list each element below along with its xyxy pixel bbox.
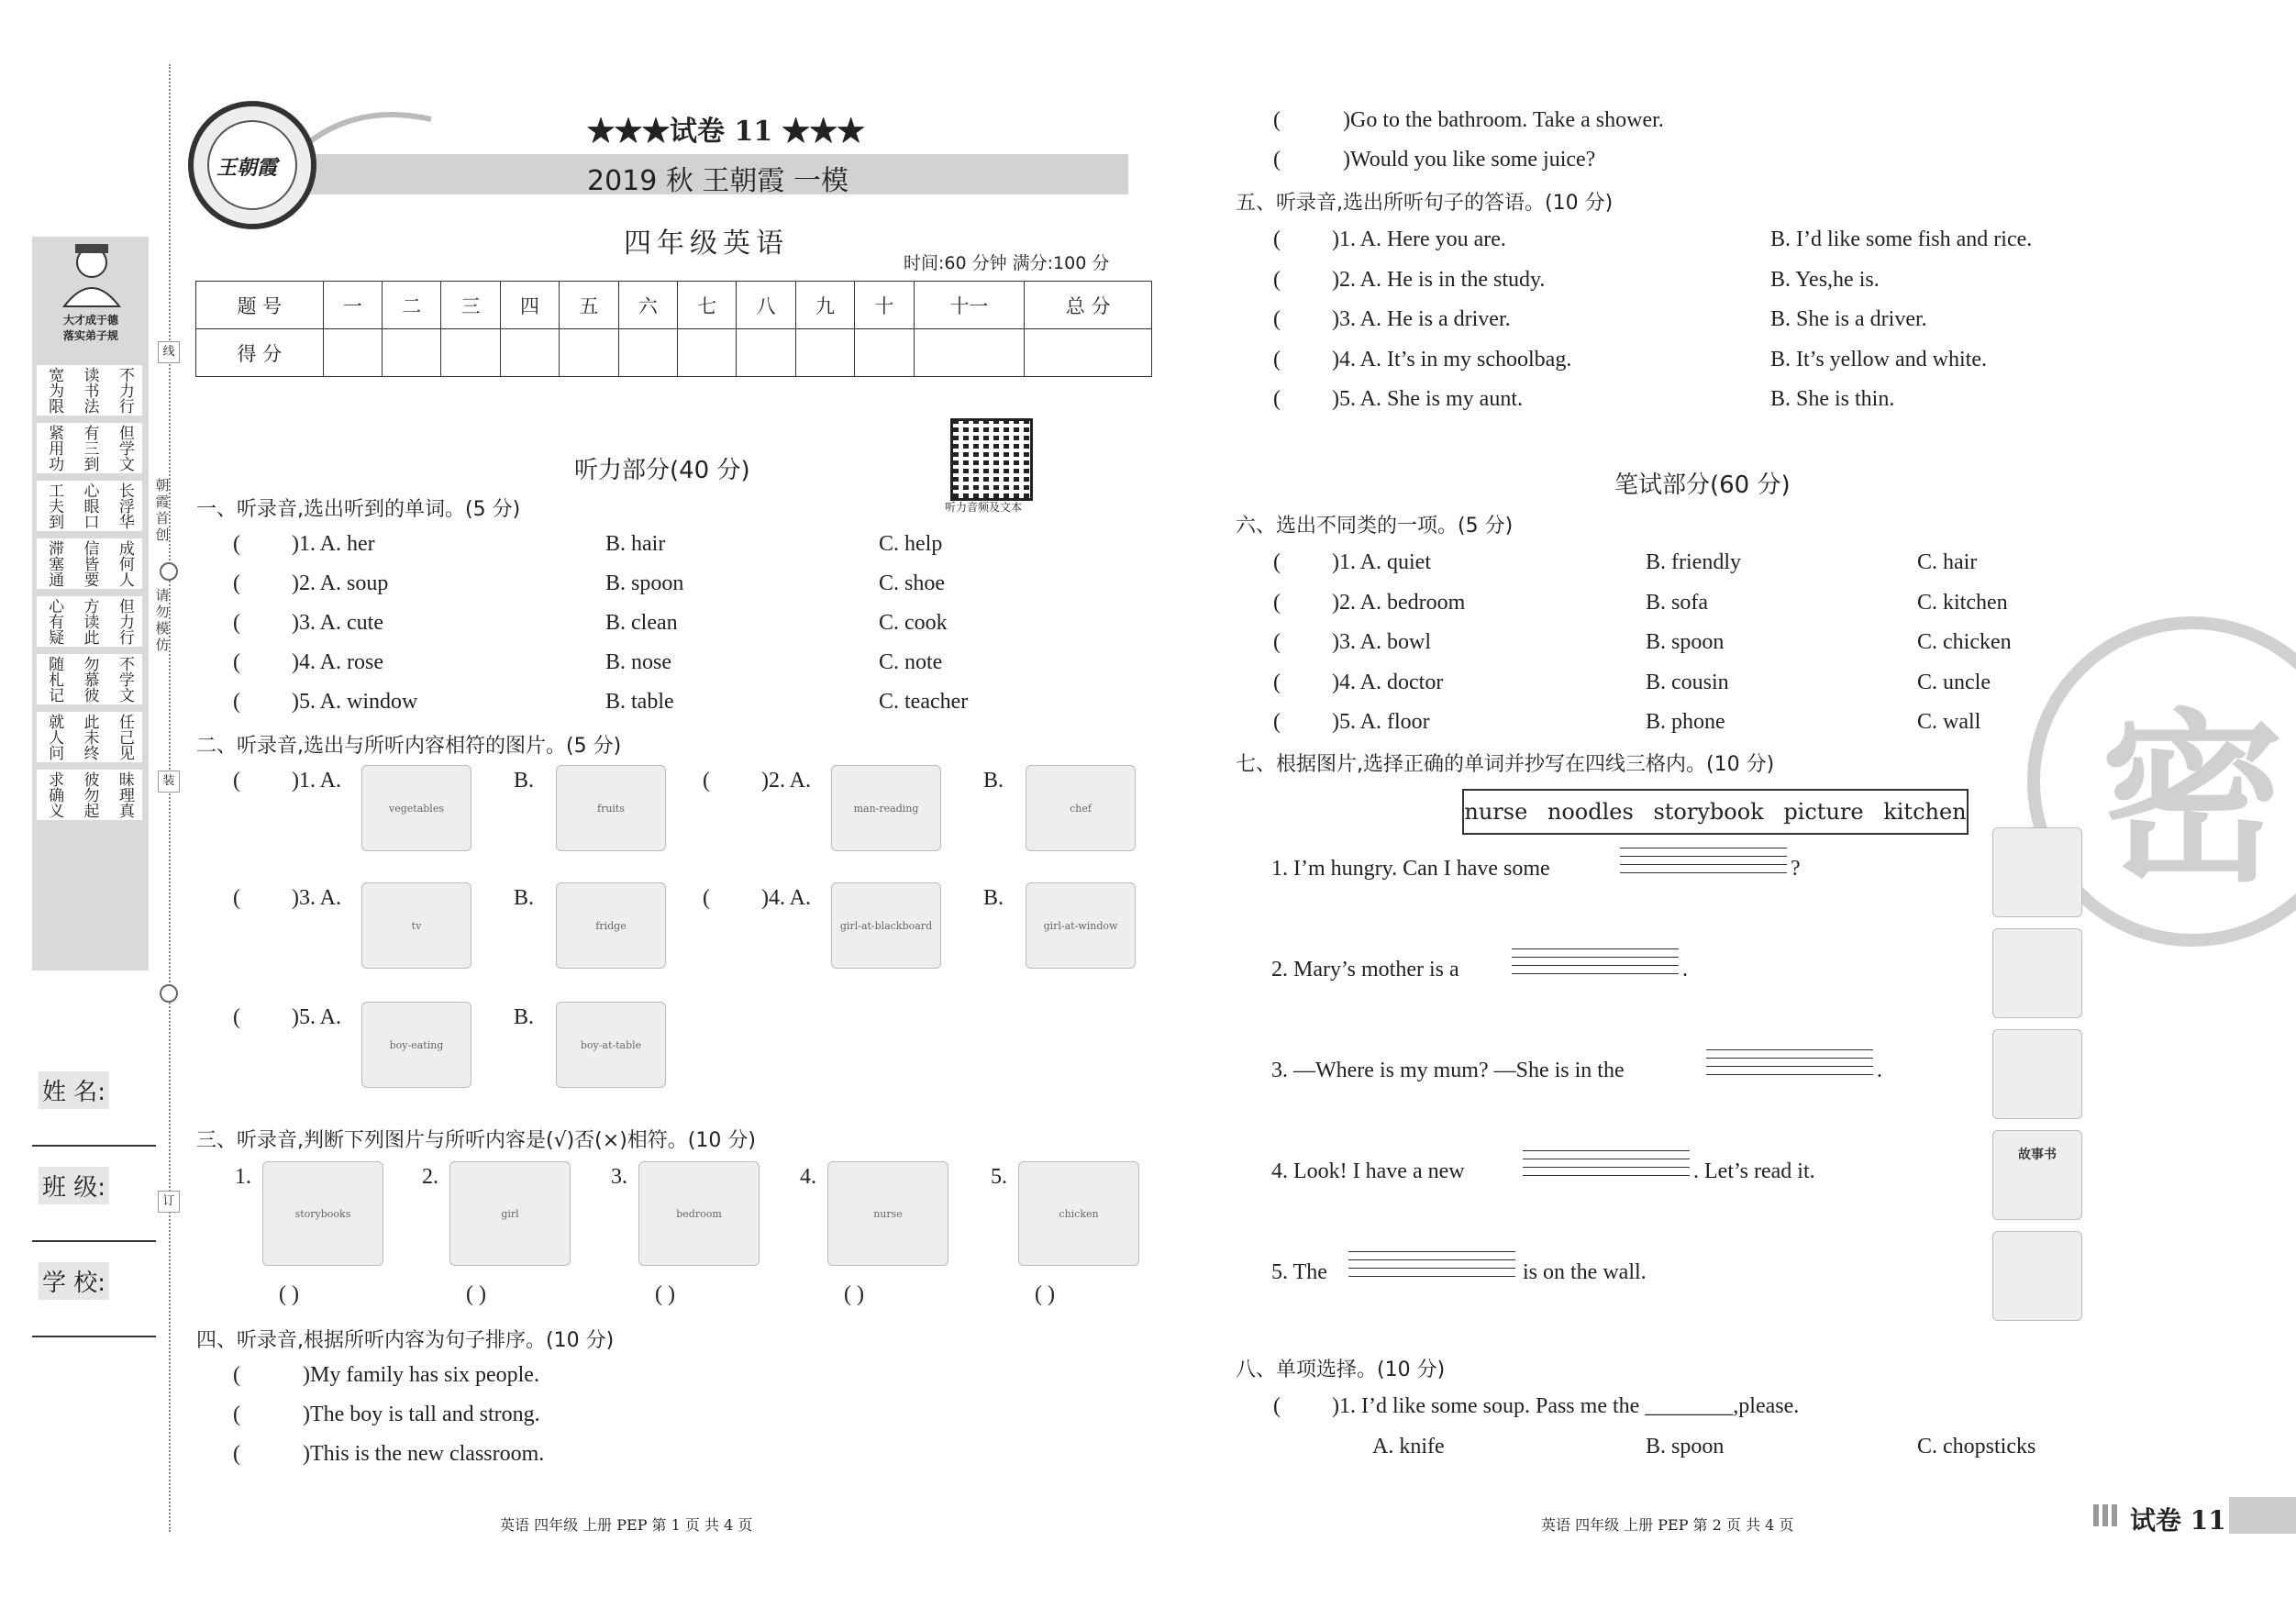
question-option-b: B. hair — [605, 532, 666, 556]
question-option-c: C. shoe — [879, 571, 945, 595]
answer-paren[interactable]: ( — [1273, 227, 1281, 251]
time-info: 时间:60 分钟 满分:100 分 — [904, 253, 1110, 273]
question-option-c: C. note — [879, 650, 943, 674]
fill-question-text: 5. The — [1271, 1260, 1327, 1284]
picture-number: 4. — [800, 1165, 816, 1189]
score-cell[interactable] — [500, 329, 559, 377]
picture-option-label: )2. A. — [761, 769, 811, 793]
score-cell[interactable] — [678, 329, 737, 377]
order-sentence: )The boy is tall and strong. — [303, 1403, 540, 1426]
subject-title: 四年级英语 — [624, 227, 789, 260]
answer-paren[interactable]: ( — [1273, 347, 1281, 372]
score-cell[interactable] — [618, 329, 677, 377]
motto-block — [37, 654, 142, 704]
four-line-grid[interactable] — [1512, 948, 1679, 980]
picture-boy-eating[interactable]: boy-eating — [361, 1002, 471, 1088]
logo-text: 王朝霞 — [216, 156, 278, 180]
section-4-title: 四、听录音,根据所听内容为句子排序。(10 分) — [196, 1329, 615, 1352]
score-header-cell: 十一 — [914, 282, 1025, 329]
picture-vegetables[interactable]: vegetables — [361, 765, 471, 851]
motto-column: 求确义 — [45, 771, 64, 818]
footer-left: 英语 四年级 上册 PEP 第 1 页 共 4 页 — [500, 1516, 753, 1534]
picture-nurse: nurse — [827, 1161, 948, 1266]
fill-question-end: is on the wall. — [1523, 1260, 1647, 1284]
picture-option-label: )4. A. — [761, 886, 811, 910]
picture-boy-at-table[interactable]: boy-at-table — [556, 1002, 666, 1088]
fill-question-end: . — [1877, 1059, 1882, 1082]
fill-question-text: 4. Look! I have a new — [1271, 1159, 1465, 1183]
odd-option-a: )2. A. bedroom — [1332, 590, 1466, 615]
motto-block — [37, 712, 142, 762]
corner-bar — [2229, 1497, 2296, 1534]
score-header-cell: 三 — [441, 282, 500, 329]
motto-block — [37, 596, 142, 647]
four-line-grid[interactable] — [1523, 1150, 1690, 1181]
order-sentence: )My family has six people. — [303, 1363, 539, 1387]
answer-paren[interactable]: ( — [1273, 148, 1281, 172]
choice-option-c[interactable]: C. chopsticks — [1917, 1435, 2036, 1458]
picture-fridge[interactable]: fridge — [556, 882, 666, 969]
school-field[interactable] — [32, 1336, 156, 1337]
picture-option-label: B. — [983, 886, 1004, 910]
score-header-cell: 六 — [618, 282, 677, 329]
motto-column: 心有疑 — [45, 598, 64, 645]
score-header-cell: 七 — [678, 282, 737, 329]
picture-nurse — [1992, 928, 2082, 1018]
judge-paren[interactable]: ( ) — [655, 1282, 675, 1306]
response-option-b: B. Yes,he is. — [1770, 267, 1880, 292]
fill-question-text: 1. I’m hungry. Can I have some — [1271, 857, 1550, 881]
answer-paren[interactable]: ( — [1273, 590, 1281, 615]
punch-hole-icon — [159, 561, 179, 582]
motto-column: 勿慕彼 — [80, 656, 99, 703]
order-sentence: )Would you like some juice? — [1343, 148, 1596, 172]
score-header-cell: 十 — [855, 282, 914, 329]
judge-paren[interactable]: ( ) — [1035, 1282, 1055, 1306]
response-option-a: )2. A. He is in the study. — [1332, 267, 1546, 292]
picture-chef[interactable]: chef — [1026, 765, 1136, 851]
score-header-cell: 九 — [795, 282, 854, 329]
four-line-grid[interactable] — [1348, 1251, 1515, 1282]
odd-option-c: C. chicken — [1917, 630, 2012, 654]
score-cell[interactable] — [855, 329, 914, 377]
question-option-a: )3. A. cute — [292, 611, 383, 635]
answer-paren[interactable]: ( — [1273, 630, 1281, 654]
fill-question-end: . Let’s read it. — [1693, 1159, 1815, 1183]
odd-option-c: C. wall — [1917, 710, 1981, 734]
section-8-title: 八、单项选择。(10 分) — [1236, 1359, 1446, 1381]
motto-column: 但力行 — [115, 598, 134, 645]
motto-column: 宽为限 — [45, 367, 64, 414]
class-label: 班 级: — [39, 1167, 109, 1204]
question-option-a: )2. A. soup — [292, 571, 389, 595]
vertical-note: 朝霞首创 — [155, 477, 170, 543]
qr-caption: 听力音频及文本 — [945, 501, 1023, 514]
picture-picture-on-wall — [1992, 1231, 2082, 1321]
question-option-a: )5. A. window — [292, 690, 418, 714]
motto-column: 滞塞通 — [45, 540, 64, 587]
answer-paren[interactable]: ( — [1273, 1394, 1281, 1418]
odd-option-b: B. sofa — [1646, 590, 1708, 615]
response-option-a: )3. A. He is a driver. — [1332, 307, 1511, 331]
judge-paren[interactable]: ( ) — [279, 1282, 299, 1306]
score-cell[interactable] — [560, 329, 618, 377]
motto-column: 任己见 — [115, 714, 134, 760]
score-header-row — [196, 282, 1152, 329]
score-row-label: 得 分 — [196, 329, 324, 377]
section-2-title: 二、听录音,选出与所听内容相符的图片。(5 分) — [196, 735, 622, 758]
question-option-b: B. nose — [605, 650, 671, 674]
score-header-cell: 五 — [560, 282, 618, 329]
answer-paren[interactable]: ( — [233, 571, 240, 595]
score-cell[interactable] — [441, 329, 500, 377]
answer-paren[interactable]: ( — [233, 1442, 240, 1466]
question-option-b: B. spoon — [605, 571, 684, 595]
answer-paren[interactable]: ( — [233, 650, 240, 674]
answer-paren[interactable]: ( — [233, 1403, 240, 1426]
response-option-b: B. It’s yellow and white. — [1770, 347, 1987, 372]
answer-paren[interactable]: ( — [1273, 550, 1281, 574]
question-option-c: C. cook — [879, 611, 948, 635]
response-option-a: )4. A. It’s in my schoolbag. — [1332, 347, 1572, 372]
class-field[interactable] — [32, 1240, 156, 1242]
corner-tab: 试卷 11 — [2130, 1505, 2226, 1536]
choice-option-b[interactable]: B. spoon — [1646, 1435, 1725, 1458]
odd-option-c: C. kitchen — [1917, 590, 2008, 615]
answer-paren[interactable]: ( — [233, 1005, 240, 1029]
word-bank: nurse noodles storybook picture kitchen — [1462, 789, 1969, 835]
answer-paren[interactable]: ( — [233, 611, 240, 635]
book-title: 故事书 — [2018, 1148, 2057, 1162]
picture-fruits[interactable]: fruits — [556, 765, 666, 851]
odd-option-a: )1. A. quiet — [1332, 550, 1431, 574]
picture-storybook — [1992, 1130, 2082, 1220]
stamp-mark: 装 — [158, 771, 180, 793]
score-row — [196, 329, 1152, 377]
fill-question-end: . — [1682, 958, 1688, 981]
motto-column: 成何人 — [115, 540, 134, 587]
odd-option-a: )4. A. doctor — [1332, 670, 1444, 694]
motto-column: 彼勿起 — [80, 771, 99, 818]
motto-block — [37, 538, 142, 589]
picture-option-label: )1. A. — [292, 769, 341, 793]
motto-column: 但学文 — [115, 425, 134, 471]
score-header-cell: 总 分 — [1025, 282, 1152, 329]
judge-paren[interactable]: ( ) — [844, 1282, 864, 1306]
score-cell[interactable] — [737, 329, 795, 377]
picture-chicken: chicken — [1018, 1161, 1139, 1266]
motto-text — [37, 365, 142, 827]
picture-number: 3. — [611, 1165, 627, 1189]
motto-column: 读书法 — [80, 367, 99, 414]
motto-column: 方读此 — [80, 598, 99, 645]
score-header-cell: 二 — [383, 282, 441, 329]
listening-title: 听力部分(40 分) — [574, 457, 750, 484]
choice-question: )1. I’d like some soup. Pass me the ________,please. — [1332, 1394, 1800, 1418]
question-option-a: )4. A. rose — [292, 650, 383, 674]
motto-column: 紧用功 — [45, 425, 64, 471]
answer-paren[interactable]: ( — [1273, 710, 1281, 734]
motto-title — [44, 312, 138, 343]
picture-option-label: B. — [983, 769, 1004, 793]
score-cell[interactable] — [323, 329, 382, 377]
picture-option-label: B. — [514, 1005, 535, 1029]
odd-option-c: C. uncle — [1917, 670, 1991, 694]
question-option-c: C. teacher — [879, 690, 969, 714]
picture-bedroom: bedroom — [638, 1161, 760, 1266]
odd-option-b: B. cousin — [1646, 670, 1729, 694]
stamp-mark: 订 — [158, 1191, 180, 1213]
picture-man-reading[interactable]: man-reading — [831, 765, 941, 851]
corner-pattern — [2093, 1504, 2121, 1526]
picture-tv[interactable]: tv — [361, 882, 471, 969]
motto-column: 随札记 — [45, 656, 64, 703]
answer-paren[interactable]: ( — [233, 886, 240, 910]
writing-title: 笔试部分(60 分) — [1614, 471, 1791, 499]
odd-option-a: )3. A. bowl — [1332, 630, 1431, 654]
seal-character: 密 — [2101, 693, 2285, 907]
answer-paren[interactable]: ( — [1273, 670, 1281, 694]
motto-block — [37, 423, 142, 473]
motto-block — [37, 365, 142, 416]
response-option-b: B. She is thin. — [1770, 387, 1895, 411]
score-header-label: 题 号 — [196, 282, 324, 329]
section-7-title: 七、根据图片,选择正确的单词并抄写在四线三格内。(10 分) — [1236, 753, 1775, 776]
odd-option-b: B. spoon — [1646, 630, 1725, 654]
odd-option-c: C. hair — [1917, 550, 1978, 574]
answer-paren[interactable]: ( — [1273, 307, 1281, 331]
motto-column: 工夫到 — [45, 482, 64, 529]
picture-kitchen — [1992, 1029, 2082, 1119]
odd-option-b: B. phone — [1646, 710, 1725, 734]
motto-column: 昧理真 — [115, 771, 134, 818]
motto-column: 就人问 — [45, 714, 64, 760]
fill-question-text: 3. —Where is my mum? —She is in the — [1271, 1059, 1625, 1082]
fill-question-end: ? — [1791, 857, 1801, 881]
question-option-c: C. help — [879, 532, 943, 556]
picture-option-label: )3. A. — [292, 886, 341, 910]
response-option-a: )5. A. She is my aunt. — [1332, 387, 1523, 411]
answer-paren[interactable]: ( — [1273, 108, 1281, 132]
name-field[interactable] — [32, 1145, 156, 1147]
punch-hole-icon — [159, 983, 179, 1004]
answer-paren[interactable]: ( — [233, 532, 240, 556]
picture-option-label: B. — [514, 769, 535, 793]
fill-question-text: 2. Mary’s mother is a — [1271, 958, 1459, 981]
picture-number: 2. — [422, 1165, 438, 1189]
score-table — [195, 281, 1152, 377]
motto-column: 不学文 — [115, 656, 134, 703]
question-option-b: B. table — [605, 690, 674, 714]
motto-column: 信皆要 — [80, 540, 99, 587]
stamp-mark: 线 — [158, 341, 180, 363]
binding-line — [169, 64, 171, 1532]
picture-storybooks: storybooks — [262, 1161, 383, 1266]
choice-option-a[interactable]: A. knife — [1372, 1435, 1445, 1458]
answer-paren[interactable]: ( — [703, 886, 710, 910]
footer-right: 英语 四年级 上册 PEP 第 2 页 共 4 页 — [1541, 1516, 1794, 1534]
qr-code[interactable] — [950, 418, 1033, 501]
exam-number: ★★★试卷 11 ★★★ — [587, 116, 865, 148]
motto-column: 不力行 — [115, 367, 134, 414]
question-option-a: )1. A. her — [292, 532, 375, 556]
four-line-grid[interactable] — [1620, 848, 1787, 879]
score-cell[interactable] — [1025, 329, 1152, 377]
score-cell[interactable] — [383, 329, 441, 377]
answer-paren[interactable]: ( — [233, 690, 240, 714]
section-1-title: 一、听录音,选出听到的单词。(5 分) — [196, 498, 521, 521]
order-sentence: )Go to the bathroom. Take a shower. — [1343, 108, 1664, 132]
picture-girl-at-window[interactable]: girl-at-window — [1026, 882, 1136, 969]
score-header-cell: 四 — [500, 282, 559, 329]
section-6-title: 六、选出不同类的一项。(5 分) — [1236, 515, 1514, 538]
question-option-b: B. clean — [605, 611, 678, 635]
picture-noodles-bowl — [1992, 827, 2082, 917]
response-option-b: B. I’d like some fish and rice. — [1770, 227, 2033, 251]
judge-paren[interactable]: ( ) — [466, 1282, 486, 1306]
answer-paren[interactable]: ( — [1273, 267, 1281, 292]
name-label: 姓 名: — [39, 1071, 109, 1109]
answer-paren[interactable]: ( — [233, 1363, 240, 1387]
picture-option-label: B. — [514, 886, 535, 910]
answer-paren[interactable]: ( — [1273, 387, 1281, 411]
section-5-title: 五、听录音,选出所听句子的答语。(10 分) — [1236, 192, 1614, 215]
picture-option-label: )5. A. — [292, 1005, 341, 1029]
motto-column: 心眼口 — [80, 482, 99, 529]
picture-number: 1. — [235, 1165, 251, 1189]
motto-column: 有三到 — [80, 425, 99, 471]
score-cell[interactable] — [914, 329, 1025, 377]
motto-block — [37, 770, 142, 820]
exam-title: 2019 秋 王朝霞 一模 — [587, 165, 849, 197]
odd-option-b: B. friendly — [1646, 550, 1741, 574]
score-header-cell: 八 — [737, 282, 795, 329]
answer-paren[interactable]: ( — [703, 769, 710, 793]
order-sentence: )This is the new classroom. — [303, 1442, 545, 1466]
response-option-a: )1. A. Here you are. — [1332, 227, 1506, 251]
motto-column: 此未终 — [80, 714, 99, 760]
motto-block — [37, 481, 142, 531]
vertical-note: 请勿模仿 — [155, 587, 170, 653]
score-header-cell: 一 — [323, 282, 382, 329]
response-option-b: B. She is a driver. — [1770, 307, 1927, 331]
odd-option-a: )5. A. floor — [1332, 710, 1430, 734]
picture-girl: girl — [449, 1161, 571, 1266]
section-3-title: 三、听录音,判断下列图片与所听内容是(√)否(×)相符。(10 分) — [196, 1129, 756, 1152]
answer-paren[interactable]: ( — [233, 769, 240, 793]
score-cell[interactable] — [795, 329, 854, 377]
picture-girl-at-blackboard[interactable]: girl-at-blackboard — [831, 882, 941, 969]
picture-number: 5. — [991, 1165, 1007, 1189]
motto-column: 长浮华 — [115, 482, 134, 529]
scholar-figure — [55, 242, 128, 308]
school-label: 学 校: — [39, 1262, 109, 1300]
motto-title-line: 大才成于德 — [62, 314, 118, 327]
motto-title-line: 落实弟子规 — [62, 329, 118, 342]
four-line-grid[interactable] — [1706, 1049, 1873, 1081]
